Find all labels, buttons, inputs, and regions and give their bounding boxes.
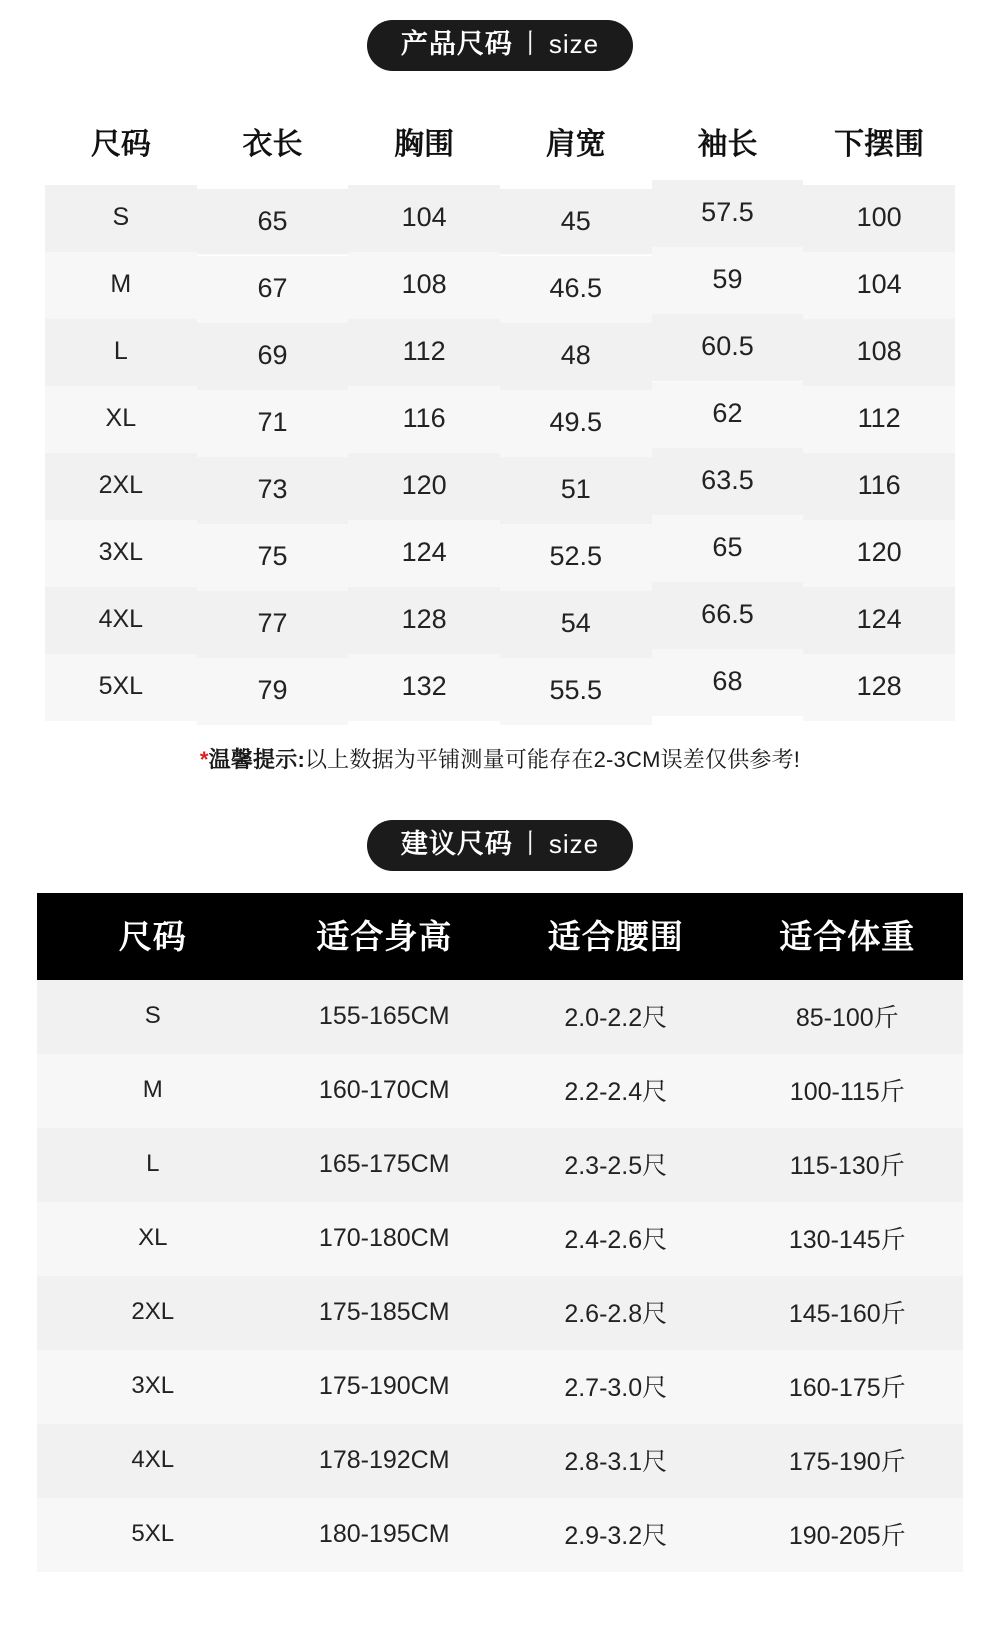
cell-length: 75 <box>257 541 288 571</box>
cell-size: 4XL <box>131 1446 175 1473</box>
table-row <box>37 980 963 1054</box>
table-row <box>45 252 955 319</box>
cell-waist: 2.4-2.6尺 <box>564 1226 668 1254</box>
cell-waist: 2.2-2.4尺 <box>564 1078 668 1106</box>
cell-size: M <box>142 1076 163 1103</box>
cell-sleeve: 68 <box>712 666 743 696</box>
cell-height: 178-192CM <box>318 1445 450 1474</box>
cell-sleeve: 62 <box>712 398 743 428</box>
cell-shoulder: 45 <box>560 206 591 236</box>
recommend-size-table <box>37 893 963 1572</box>
product-size-table <box>45 99 955 721</box>
table-row <box>45 587 955 654</box>
cell-size: 2XL <box>98 471 144 499</box>
table-row <box>37 1128 963 1202</box>
cell-length: 79 <box>257 675 288 705</box>
cell-sleeve: 57.5 <box>701 197 754 227</box>
table-row <box>45 319 955 386</box>
cell-size: S <box>144 1002 161 1029</box>
cell-sleeve: 65 <box>712 532 743 562</box>
column-header-shoulder: 肩宽 <box>500 99 652 185</box>
table-row <box>45 654 955 721</box>
cell-weight: 85-100斤 <box>795 1004 899 1032</box>
cell-bust: 108 <box>401 269 447 299</box>
cell-height: 165-175CM <box>318 1149 450 1178</box>
cell-hem: 124 <box>856 604 902 634</box>
cell-bust: 124 <box>401 537 447 567</box>
table-row <box>45 386 955 453</box>
cell-bust: 116 <box>402 403 446 433</box>
cell-hem: 112 <box>857 403 901 433</box>
cell-size: L <box>146 1150 160 1177</box>
product-size-heading-wrap <box>0 20 1000 71</box>
table-row <box>45 185 955 252</box>
cell-length: 65 <box>257 206 288 236</box>
note-label: 温馨提示: <box>208 747 305 772</box>
cell-size: M <box>110 270 132 298</box>
product-size-heading-cn: 产品尺码 <box>400 29 513 59</box>
cell-shoulder: 49.5 <box>549 407 603 437</box>
column-header-sleeve: 袖长 <box>652 99 804 185</box>
cell-size: 2XL <box>131 1298 175 1325</box>
cell-shoulder: 55.5 <box>549 675 603 705</box>
cell-size: 5XL <box>131 1520 175 1547</box>
table-row <box>37 1054 963 1128</box>
recommend-size-heading <box>367 820 633 871</box>
table-row <box>45 453 955 520</box>
product-size-heading <box>367 20 633 71</box>
cell-shoulder: 46.5 <box>549 273 603 303</box>
recommend-size-table-head <box>37 893 963 980</box>
recommend-size-heading-cn: 建议尺码 <box>400 829 513 859</box>
cell-height: 160-170CM <box>318 1075 450 1104</box>
recommend-size-heading-wrap <box>0 820 1000 871</box>
cell-weight: 130-145斤 <box>788 1226 906 1254</box>
cell-waist: 2.6-2.8尺 <box>564 1300 668 1328</box>
cell-size: XL <box>138 1224 168 1251</box>
cell-hem: 116 <box>857 470 901 500</box>
table-row <box>37 1498 963 1572</box>
cell-bust: 128 <box>401 604 447 634</box>
cell-size: 3XL <box>98 538 144 566</box>
column-header-hem: 下摆围 <box>803 99 955 185</box>
column-header-height: 适合身高 <box>316 918 453 955</box>
cell-sleeve: 63.5 <box>701 465 754 495</box>
cell-hem: 120 <box>856 537 902 567</box>
recommend-size-table-body <box>37 980 963 1572</box>
cell-length: 69 <box>257 340 288 370</box>
table-row <box>45 520 955 587</box>
cell-height: 175-190CM <box>318 1371 450 1400</box>
cell-sleeve: 60.5 <box>701 331 754 361</box>
product-size-heading-separator: 丨 <box>516 29 545 59</box>
cell-bust: 120 <box>401 470 447 500</box>
column-header-size: 尺码 <box>45 99 197 185</box>
cell-hem: 108 <box>856 336 902 366</box>
cell-length: 77 <box>257 608 288 638</box>
note-text: 以上数据为平铺测量可能存在2-3CM误差仅供参考! <box>304 747 801 772</box>
note-asterisk: * <box>199 747 209 772</box>
column-header-weight: 适合体重 <box>779 918 916 955</box>
recommend-size-heading-separator: 丨 <box>516 829 545 859</box>
measurement-note <box>0 743 1000 774</box>
cell-size: 5XL <box>98 672 144 700</box>
cell-height: 175-185CM <box>318 1297 450 1326</box>
cell-height: 170-180CM <box>318 1223 450 1252</box>
table-header-row <box>45 99 955 185</box>
cell-shoulder: 48 <box>560 340 591 370</box>
cell-size: L <box>113 337 128 365</box>
cell-waist: 2.7-3.0尺 <box>564 1374 668 1402</box>
cell-waist: 2.0-2.2尺 <box>564 1004 668 1032</box>
cell-shoulder: 52.5 <box>549 541 603 571</box>
cell-bust: 104 <box>401 202 447 232</box>
cell-size: XL <box>105 404 137 432</box>
column-header-size: 尺码 <box>118 918 187 955</box>
product-size-table-body <box>45 185 955 721</box>
recommend-size-heading-latin: size <box>548 829 600 859</box>
cell-waist: 2.8-3.1尺 <box>564 1448 668 1476</box>
cell-sleeve: 66.5 <box>701 599 754 629</box>
cell-weight: 100-115斤 <box>789 1078 905 1106</box>
size-chart-page <box>0 20 1000 1572</box>
table-row <box>37 1350 963 1424</box>
cell-waist: 2.3-2.5尺 <box>564 1152 668 1180</box>
product-size-heading-latin: size <box>548 29 600 59</box>
table-header-row <box>37 893 963 980</box>
table-row <box>37 1424 963 1498</box>
product-size-table-head <box>45 99 955 185</box>
column-header-waist: 适合腰围 <box>547 918 684 955</box>
table-row <box>37 1202 963 1276</box>
cell-bust: 132 <box>401 671 447 701</box>
cell-height: 180-195CM <box>318 1519 450 1548</box>
cell-hem: 100 <box>856 202 902 232</box>
cell-weight: 145-160斤 <box>788 1300 906 1328</box>
cell-length: 67 <box>257 273 288 303</box>
cell-waist: 2.9-3.2尺 <box>564 1522 668 1550</box>
table-row <box>37 1276 963 1350</box>
cell-weight: 115-130斤 <box>789 1152 905 1180</box>
cell-hem: 128 <box>856 671 902 701</box>
cell-size: 3XL <box>131 1372 175 1399</box>
column-header-length: 衣长 <box>197 99 349 185</box>
cell-bust: 112 <box>402 336 446 366</box>
cell-size: 4XL <box>98 605 144 633</box>
cell-length: 71 <box>257 407 288 437</box>
cell-size: S <box>112 203 130 231</box>
cell-shoulder: 51 <box>560 474 591 504</box>
column-header-bust: 胸围 <box>348 99 500 185</box>
cell-hem: 104 <box>856 269 902 299</box>
cell-sleeve: 59 <box>712 264 743 294</box>
cell-weight: 175-190斤 <box>788 1448 906 1476</box>
cell-weight: 190-205斤 <box>788 1522 906 1550</box>
cell-length: 73 <box>257 474 288 504</box>
cell-shoulder: 54 <box>560 608 591 638</box>
cell-weight: 160-175斤 <box>788 1374 906 1402</box>
cell-height: 155-165CM <box>318 1001 450 1030</box>
